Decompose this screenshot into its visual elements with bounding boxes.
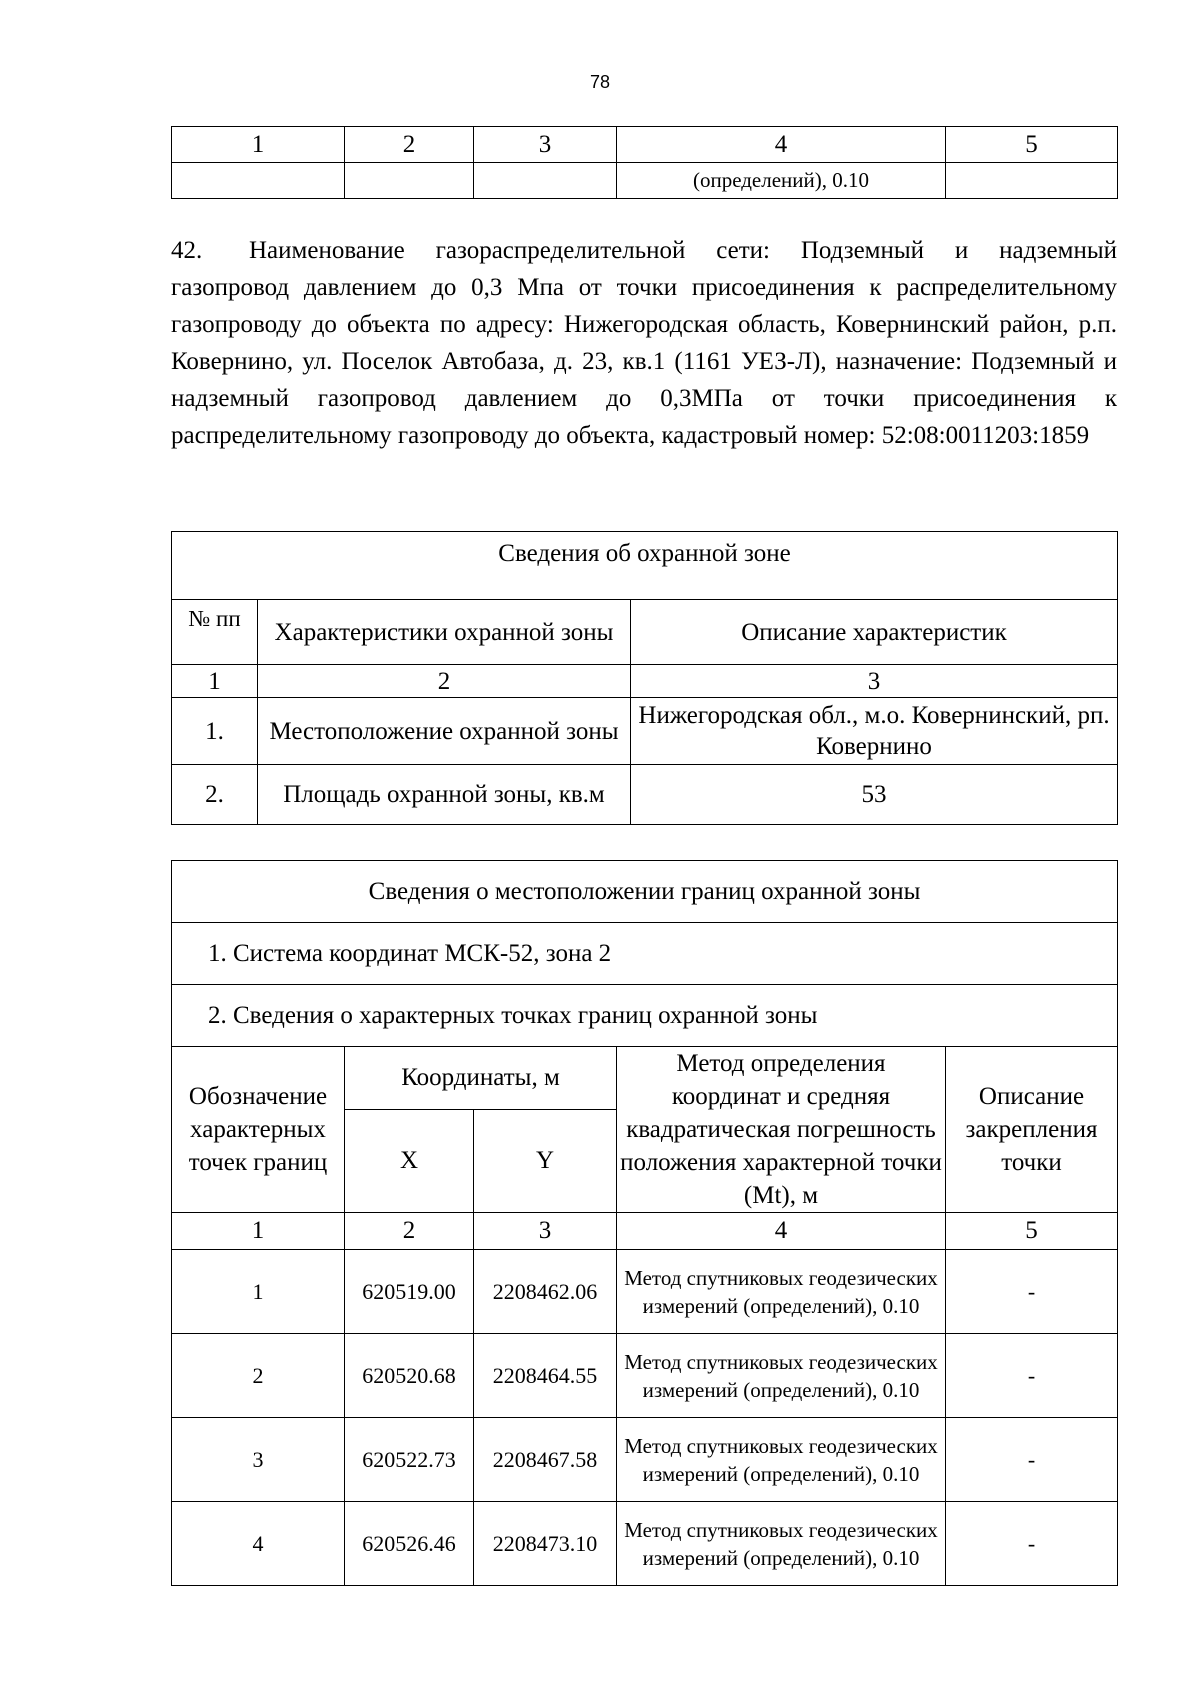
paragraph-text: Наименование газораспределительной сети: Подземный и надземный газопровод давлением до 0,3 Мпа от точки присоединения к распределительному газопроводу до объекта по адресу: Нижегородская область, Ковернинский район, р.п. Ковернино, ул. Поселок Автобаза, д. 23, кв.1 (1161 УЕЗ-Л), назначение: Подземный и надземный газопровод давлением до 0,3МПа от точки присоединения к распределительному газопроводу до объекта, кадастровый номер: 52:08:0011203:1859 — [171, 237, 1117, 449]
table-row — [172, 1502, 1118, 1586]
point-method: Метод спутниковых геодезических измерений (определений), 0.10 — [617, 1334, 946, 1418]
point-description: - — [946, 1418, 1118, 1502]
continuation-table — [171, 126, 1118, 199]
table-cell — [474, 163, 617, 199]
coordinates-table — [171, 1212, 1118, 1586]
col-number: 3 — [474, 127, 617, 163]
description-cell: 53 — [631, 765, 1118, 825]
header-y: Y — [474, 1109, 617, 1212]
point-id: 3 — [172, 1418, 345, 1502]
characteristic-cell: Местоположение охранной зоны — [258, 698, 631, 765]
zone-info-title: Сведения об охранной зоне — [172, 532, 1118, 600]
point-x: 620522.73 — [345, 1418, 474, 1502]
header-fixing-description: Описание закрепления точки — [946, 1047, 1118, 1213]
col-number: 1 — [172, 665, 258, 698]
point-y: 2208464.55 — [474, 1334, 617, 1418]
point-description: - — [946, 1502, 1118, 1586]
point-x: 620526.46 — [345, 1502, 474, 1586]
row-number: 1. — [172, 698, 258, 765]
row-number: 2. — [172, 765, 258, 825]
header-description: Описание характеристик — [631, 600, 1118, 665]
header-method: Метод определения координат и средняя квадратическая погрешность положения характерной точки (Mt), м — [617, 1047, 946, 1213]
point-y: 2208473.10 — [474, 1502, 617, 1586]
col-number: 4 — [617, 1213, 946, 1250]
col-number: 1 — [172, 1213, 345, 1250]
zone-info-table — [171, 531, 1118, 825]
point-description: - — [946, 1250, 1118, 1334]
coordinate-system: 1. Система координат МСК-52, зона 2 — [172, 923, 1118, 985]
network-description — [171, 232, 1117, 454]
point-x: 620519.00 — [345, 1250, 474, 1334]
point-y: 2208462.06 — [474, 1250, 617, 1334]
header-x: X — [345, 1109, 474, 1212]
point-description: - — [946, 1334, 1118, 1418]
characteristic-cell: Площадь охранной зоны, кв.м — [258, 765, 631, 825]
point-x: 620520.68 — [345, 1334, 474, 1418]
point-id: 4 — [172, 1502, 345, 1586]
table-row — [172, 1418, 1118, 1502]
table-row — [172, 1250, 1118, 1334]
table-cell — [172, 163, 345, 199]
col-number: 1 — [172, 127, 345, 163]
point-y: 2208467.58 — [474, 1418, 617, 1502]
boundary-info-table — [171, 860, 1118, 1213]
col-number: 5 — [946, 1213, 1118, 1250]
table-cell: (определений), 0.10 — [617, 163, 946, 199]
point-id: 2 — [172, 1334, 345, 1418]
paragraph-number: 42. — [171, 237, 203, 264]
header-coordinates: Координаты, м — [345, 1047, 617, 1110]
point-id: 1 — [172, 1250, 345, 1334]
boundary-info-title: Сведения о местоположении границ охранной зоны — [172, 861, 1118, 923]
header-designation: Обозначение характерных точек границ — [172, 1047, 345, 1213]
header-number: № пп — [172, 600, 258, 665]
points-title: 2. Сведения о характерных точках границ охранной зоны — [172, 985, 1118, 1047]
col-number: 2 — [345, 1213, 474, 1250]
table-cell — [345, 163, 474, 199]
header-characteristic: Характеристики охранной зоны — [258, 600, 631, 665]
col-number: 3 — [474, 1213, 617, 1250]
point-method: Метод спутниковых геодезических измерений (определений), 0.10 — [617, 1418, 946, 1502]
table-row — [172, 1334, 1118, 1418]
col-number: 4 — [617, 127, 946, 163]
description-cell: Нижегородская обл., м.о. Ковернинский, рп. Ковернино — [631, 698, 1118, 765]
col-number: 2 — [258, 665, 631, 698]
col-number: 5 — [946, 127, 1118, 163]
col-number: 2 — [345, 127, 474, 163]
point-method: Метод спутниковых геодезических измерений (определений), 0.10 — [617, 1502, 946, 1586]
page-number: 78 — [589, 72, 611, 92]
point-method: Метод спутниковых геодезических измерений (определений), 0.10 — [617, 1250, 946, 1334]
table-cell — [946, 163, 1118, 199]
col-number: 3 — [631, 665, 1118, 698]
